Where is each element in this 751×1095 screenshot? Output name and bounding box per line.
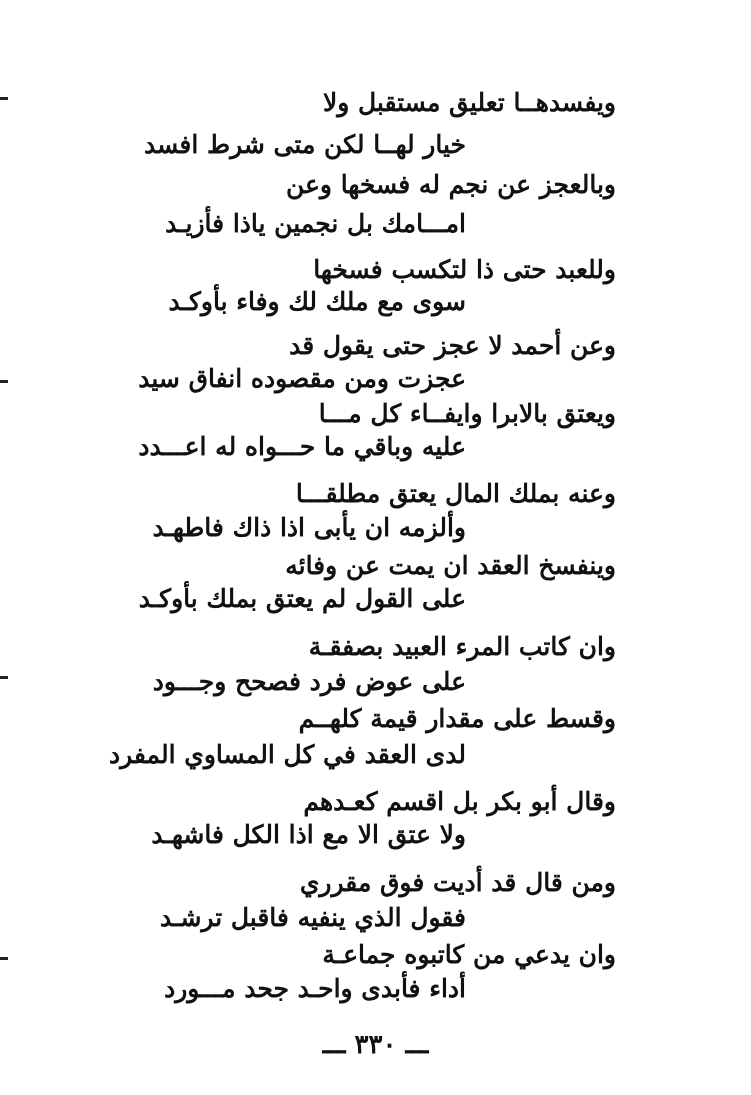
verse-2-first-hemistich: وبالعجز عن نجم له فسخها وعن (285, 170, 616, 199)
verse-12-second-hemistich: أداء فأبدى واحـد جحد مـــورد (164, 974, 466, 1003)
verse-2-second-hemistich: امـــامك بل نجمين ياذا فأزيـد (165, 209, 466, 238)
verse-3-first-hemistich: وللعبد حتى ذا لتكسب فسخها (313, 255, 616, 284)
verse-9-first-hemistich: وقسط على مقدار قيمة كلهــم (298, 704, 616, 733)
verse-4-first-hemistich: وعن أحمد لا عجز حتى يقول قد (289, 331, 616, 360)
verse-5-second-hemistich: عليه وباقي ما حـــواه له اعـــدد (138, 432, 466, 461)
verse-1-second-hemistich: خيار لهــا لكن متى شرط افسد (143, 130, 466, 159)
verse-3-second-hemistich: سوى مع ملك لك وفاء بأوكـد (168, 287, 466, 316)
verse-8-first-hemistich: وان كاتب المرء العبيد بصفقـة (308, 632, 616, 661)
verse-9-second-hemistich: لدى العقد في كل المساوي المفرد (108, 740, 466, 769)
scan-edge-mark (0, 380, 8, 383)
verse-8-second-hemistich: على عوض فرد فصحح وجـــود (152, 667, 466, 696)
verse-7-second-hemistich: على القول لم يعتق بملك بأوكـد (138, 584, 466, 613)
scan-edge-mark (0, 957, 8, 960)
verse-4-second-hemistich: عجزت ومن مقصوده انفاق سيد (138, 364, 466, 393)
verse-6-first-hemistich: وعنه بملك المال يعتق مطلقـــا (295, 479, 616, 508)
verse-6-second-hemistich: وألزمه ان يأبى اذا ذاك فاطهـد (152, 513, 466, 542)
scan-edge-mark (0, 97, 8, 100)
verse-1-first-hemistich: ويفسدهــا تعليق مستقبل ولا (322, 88, 616, 117)
verse-5-first-hemistich: ويعتق بالابرا وايفــاء كل مـــا (318, 399, 616, 428)
scan-edge-mark (0, 676, 8, 679)
verse-10-second-hemistich: ولا عتق الا مع اذا الكل فاشهـد (151, 820, 466, 849)
verse-11-second-hemistich: فقول الذي ينفيه فاقبل ترشـد (160, 903, 466, 932)
verse-10-first-hemistich: وقال أبو بكر بل اقسم كعـدهم (303, 787, 616, 816)
page-number: ـــ ٣٣٠ ـــ (322, 1030, 429, 1060)
verse-11-first-hemistich: ومن قال قد أديت فوق مقرري (299, 868, 616, 897)
verse-7-first-hemistich: وينفسخ العقد ان يمت عن وفائه (285, 551, 616, 580)
verse-12-first-hemistich: وان يدعي من كاتبوه جماعـة (322, 940, 616, 969)
